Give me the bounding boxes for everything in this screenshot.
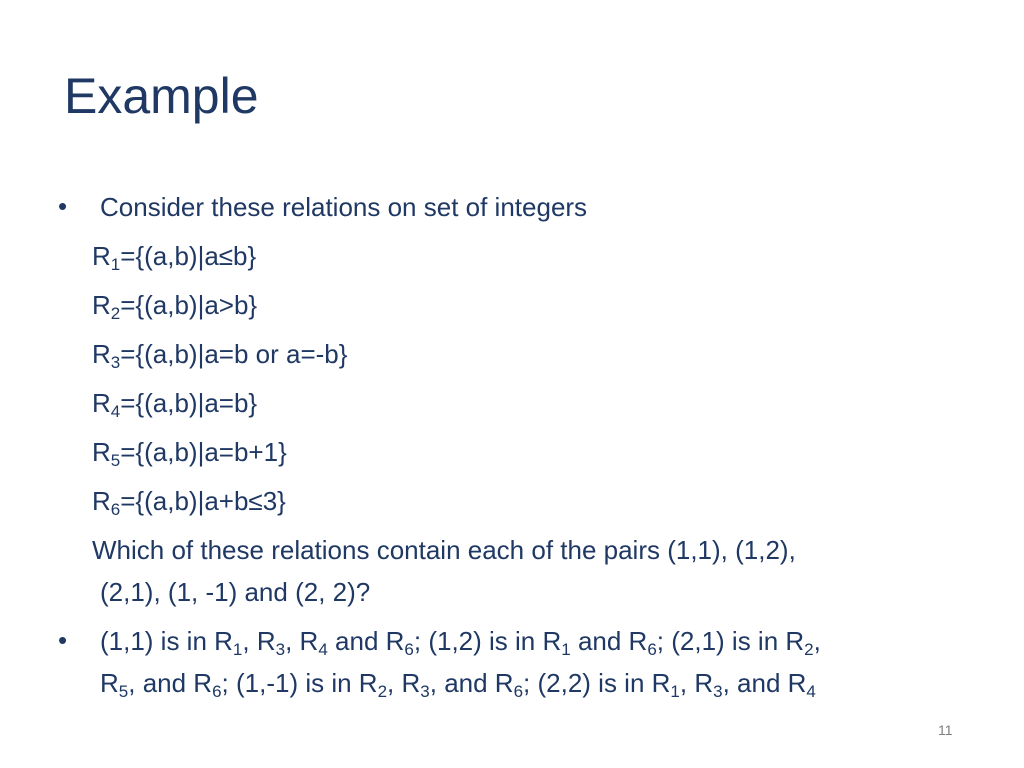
answer-text-run: , R	[679, 668, 714, 698]
bullet-intro: Consider these relations on set of integers	[100, 192, 588, 222]
answer-text-run: , R	[387, 668, 421, 698]
relation-subscript: 4	[806, 682, 816, 701]
relation-subscript: 5	[118, 682, 129, 701]
relation-subscript: 2	[110, 304, 121, 323]
answer-text-run: and R	[570, 626, 648, 656]
answer-text-run: (1,1) is in R	[100, 626, 233, 656]
answer-text-run: , and R	[722, 668, 807, 698]
relation-definition: ={(a,b)|a>b}	[120, 290, 258, 320]
answer-text-run: ; (1,-1) is in R	[221, 668, 378, 698]
relation-r3	[92, 338, 347, 370]
question-line-2: (2,1), (1, -1) and (2, 2)?	[100, 577, 371, 607]
relation-subscript: 2	[377, 682, 388, 701]
relation-name: R	[92, 437, 111, 467]
relation-subscript: 6	[110, 500, 121, 519]
relation-name: R	[92, 290, 111, 320]
answer-text-run: ; (2,1) is in R	[656, 626, 805, 656]
answer-text-run: ,	[813, 626, 821, 656]
answer-text-run: , and R	[128, 668, 213, 698]
relation-subscript: 5	[110, 451, 121, 470]
relation-definition: ={(a,b)|a=b+1}	[120, 437, 287, 467]
answer-text-run: R	[100, 668, 119, 698]
answer-text-run: , and R	[429, 668, 514, 698]
relation-name: R	[92, 339, 111, 369]
relation-subscript: 3	[420, 682, 430, 701]
answer-text-run: ; (1,2) is in R	[413, 626, 562, 656]
relation-r1	[92, 240, 256, 272]
question-line-1: Which of these relations contain each of the pairs (1,1), (1,2),	[92, 535, 796, 565]
relation-definition: ={(a,b)|a=b or a=-b}	[120, 339, 348, 369]
page-number: 11	[938, 722, 953, 738]
relation-subscript: 6	[513, 682, 524, 701]
relation-r2	[92, 289, 257, 321]
relation-subscript: 2	[804, 640, 814, 659]
relation-subscript: 3	[110, 353, 121, 372]
slide-title: Example	[64, 68, 259, 124]
relation-subscript: 4	[318, 640, 328, 659]
answer-text-run: ; (2,2) is in R	[523, 668, 671, 698]
relation-r4	[92, 387, 257, 419]
relation-subscript: 3	[275, 640, 286, 659]
answer-line-1	[100, 625, 821, 657]
relation-subscript: 1	[232, 640, 243, 659]
relation-definition: ={(a,b)|a≤b}	[120, 241, 257, 271]
relation-name: R	[92, 241, 111, 271]
bullet-marker: •	[58, 191, 68, 221]
relation-subscript: 1	[561, 640, 571, 659]
relation-subscript: 6	[647, 640, 657, 659]
relation-subscript: 4	[110, 402, 121, 421]
answer-text-run: and R	[327, 626, 405, 656]
relation-name: R	[92, 486, 111, 516]
relation-subscript: 6	[404, 640, 414, 659]
relation-r5	[92, 436, 287, 468]
relation-subscript: 1	[670, 682, 680, 701]
answer-text-run: , R	[285, 626, 319, 656]
relation-subscript: 3	[713, 682, 723, 701]
relation-definition: ={(a,b)|a+b≤3}	[120, 486, 286, 516]
answer-line-2	[100, 667, 816, 699]
relation-definition: ={(a,b)|a=b}	[120, 388, 258, 418]
relation-r6	[92, 485, 286, 517]
relation-name: R	[92, 388, 111, 418]
bullet-marker: •	[58, 625, 68, 655]
relation-subscript: 1	[110, 255, 121, 274]
answer-text-run: , R	[242, 626, 276, 656]
relation-subscript: 6	[212, 682, 222, 701]
